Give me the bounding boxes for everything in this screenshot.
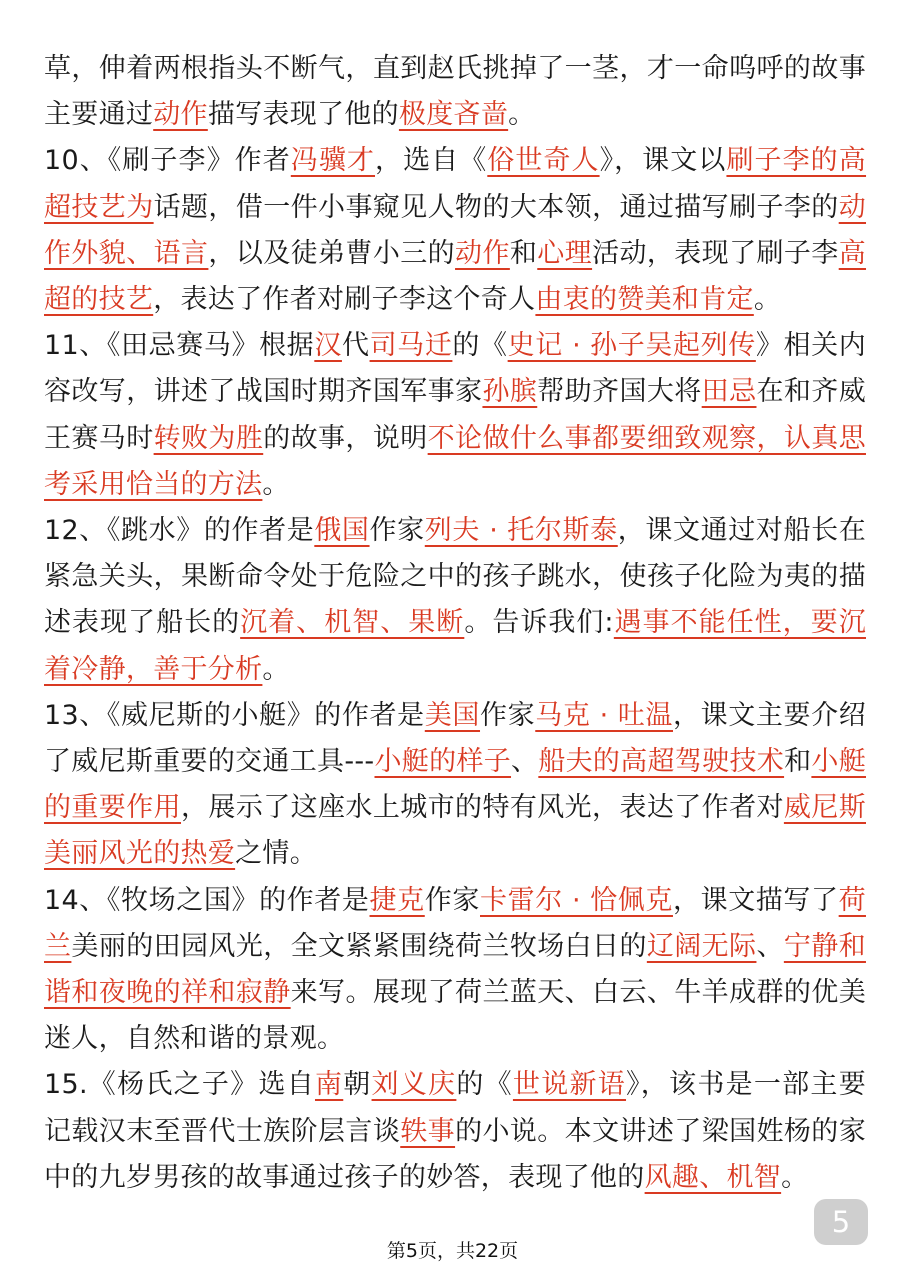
paragraph-text: 》，课文以 <box>599 145 727 177</box>
paragraph-text: 话题，借一件小事窥见人物的大本领，通过描写刷子李的 <box>153 191 839 223</box>
paragraph-text: 10、《刷子李》作者 <box>44 145 291 177</box>
paragraph-text: 代 <box>341 330 370 362</box>
highlighted-answer: 俄国 <box>314 515 370 547</box>
highlighted-answer: 高超的技艺 <box>44 237 867 316</box>
highlighted-answer: 捷克 <box>369 884 425 916</box>
paragraph <box>44 138 866 323</box>
highlighted-answer: 风趣、机智 <box>644 1161 782 1193</box>
highlighted-answer: 史记 · 孙子吴起列传 <box>507 330 756 362</box>
highlighted-answer: 南 <box>314 1069 344 1101</box>
highlighted-answer: 荷兰 <box>44 884 866 962</box>
paragraph-text: 和 <box>784 746 812 778</box>
highlighted-answer: 动作 <box>153 99 208 131</box>
highlighted-answer: 冯骥才 <box>290 145 376 177</box>
highlighted-answer: 心理 <box>537 237 593 269</box>
paragraph-text: ，课文描写了 <box>672 884 839 916</box>
highlighted-answer: 司马迁 <box>369 330 453 362</box>
paragraph-text: 描写表现了他的 <box>207 99 399 131</box>
highlighted-answer: 动作 <box>455 237 510 269</box>
paragraph-text: 。 <box>508 99 536 131</box>
highlighted-answer: 俗世奇人 <box>487 145 600 177</box>
paragraph-text: ，以及徒弟曹小三的 <box>208 237 456 269</box>
paragraph-text: 11、《田忌赛马》根据 <box>44 330 315 362</box>
highlighted-answer: 遇事不能任性，要沉着冷静，善于分析 <box>44 607 866 685</box>
highlighted-answer: 轶事 <box>400 1115 456 1147</box>
highlighted-answer: 威尼斯美丽风光的热爱 <box>44 792 866 870</box>
highlighted-answer: 列夫 · 托尔斯泰 <box>424 515 618 547</box>
paragraph-text: 的《 <box>452 330 508 362</box>
highlighted-answer: 美国 <box>424 699 481 731</box>
highlighted-answer: 孙膑 <box>482 376 538 408</box>
highlighted-answer: 宁静和谐和夜晚的祥和寂静 <box>44 930 866 1009</box>
paragraph-text: ，表达了作者对刷子李这个奇人 <box>153 284 536 316</box>
paragraph-text: 之情。 <box>235 838 318 870</box>
document-body <box>44 46 866 1201</box>
paragraph <box>44 508 866 693</box>
highlighted-answer: 小艇的样子 <box>374 746 512 778</box>
highlighted-answer: 刷子李的高超技艺为 <box>44 145 867 223</box>
highlighted-answer: 极度吝啬 <box>398 99 509 131</box>
paragraph-text: 。 <box>262 468 290 500</box>
paragraph-text: 。 <box>262 653 290 685</box>
paragraph-text: ，课文主要介绍了威尼斯重要的交通工具--- <box>44 699 866 778</box>
paragraph-text: 、 <box>511 746 539 778</box>
highlighted-answer: 世说新语 <box>512 1069 627 1101</box>
highlighted-answer: 汉 <box>314 330 342 362</box>
highlighted-answer: 由衷的赞美和肯定 <box>535 284 754 316</box>
page-number-badge: 5 <box>814 1199 868 1245</box>
highlighted-answer: 刘义庆 <box>371 1069 457 1101</box>
paragraph <box>44 46 866 138</box>
paragraph-text: 14、《牧场之国》的作者是 <box>44 884 370 916</box>
highlighted-answer: 转败为胜 <box>153 422 264 454</box>
paragraph <box>44 878 866 1063</box>
paragraph-text: 在和齐威王赛马时 <box>44 376 866 454</box>
highlighted-answer: 小艇的重要作用 <box>44 746 866 824</box>
highlighted-answer: 动作外貌、语言 <box>44 191 867 269</box>
highlighted-answer: 马克 · 吐温 <box>535 699 673 731</box>
paragraph-text: 活动，表现了刷子李 <box>592 237 839 269</box>
highlighted-answer: 辽阔无际 <box>646 930 757 962</box>
paragraph <box>44 1062 866 1201</box>
paragraph-text: 》相关内容改写，讲述了战国时期齐国军事家 <box>44 330 866 408</box>
paragraph-text: 、 <box>756 930 784 962</box>
highlighted-answer: 船夫的高超驾驶技术 <box>538 746 785 778</box>
paragraph-text: 12、《跳水》的作者是 <box>44 515 315 547</box>
paragraph-text: 作家 <box>480 699 536 731</box>
paragraph-text: 的《 <box>456 1069 513 1101</box>
page-footer: 第5页，共22页 <box>386 1240 519 1262</box>
paragraph-text: ，选自《 <box>375 145 488 177</box>
highlighted-answer: 沉着、机智、果断 <box>240 607 465 639</box>
paragraph-text: 。 <box>753 284 782 316</box>
paragraph-text: 美丽的田园风光，全文紧紧围绕荷兰牧场白日的 <box>71 930 647 962</box>
paragraph <box>44 323 866 508</box>
paragraph <box>44 693 866 878</box>
highlighted-answer: 不论做什么事都要细致观察，认真思考采用恰当的方法 <box>44 422 866 500</box>
paragraph-text: 作家 <box>369 515 425 547</box>
paragraph-text: 13、《威尼斯的小艇》的作者是 <box>44 699 425 731</box>
paragraph-text: 》，该书是一部主要记载汉末至晋代士族阶层言谈 <box>44 1069 866 1147</box>
paragraph-text: 15.《杨氏之子》选自 <box>44 1069 315 1101</box>
paragraph-text: 来写。展现了荷兰蓝天、白云、牛羊成群的优美迷人，自然和谐的景观。 <box>44 977 866 1055</box>
paragraph-text: 帮助齐国大将 <box>537 376 702 408</box>
paragraph-text: 的小说。本文讲述了梁国姓杨的家中的九岁男孩的故事通过孩子的妙答，表现了他的 <box>44 1115 867 1193</box>
paragraph-text: ，课文通过对船长在紧急关头，果断命令处于危险之中的孩子跳水，使孩子化险为夷的描述表现了船长的 <box>44 515 866 639</box>
paragraph-text: 。告诉我们: <box>464 607 614 639</box>
paragraph-text: 草，伸着两根指头不断气，直到赵氏挑掉了一茎，才一命呜呼的故事主要通过 <box>44 53 866 131</box>
paragraph-text: 。 <box>781 1161 809 1193</box>
paragraph-text: 朝 <box>343 1069 372 1101</box>
highlighted-answer: 卡雷尔 · 恰佩克 <box>480 884 673 916</box>
paragraph-text: 和 <box>509 237 538 269</box>
paragraph-text: 的故事，说明 <box>263 422 428 454</box>
highlighted-answer: 田忌 <box>701 376 757 408</box>
paragraph-text: ，展示了这座水上城市的特有风光，表达了作者对 <box>181 792 784 824</box>
paragraph-text: 作家 <box>424 884 480 916</box>
